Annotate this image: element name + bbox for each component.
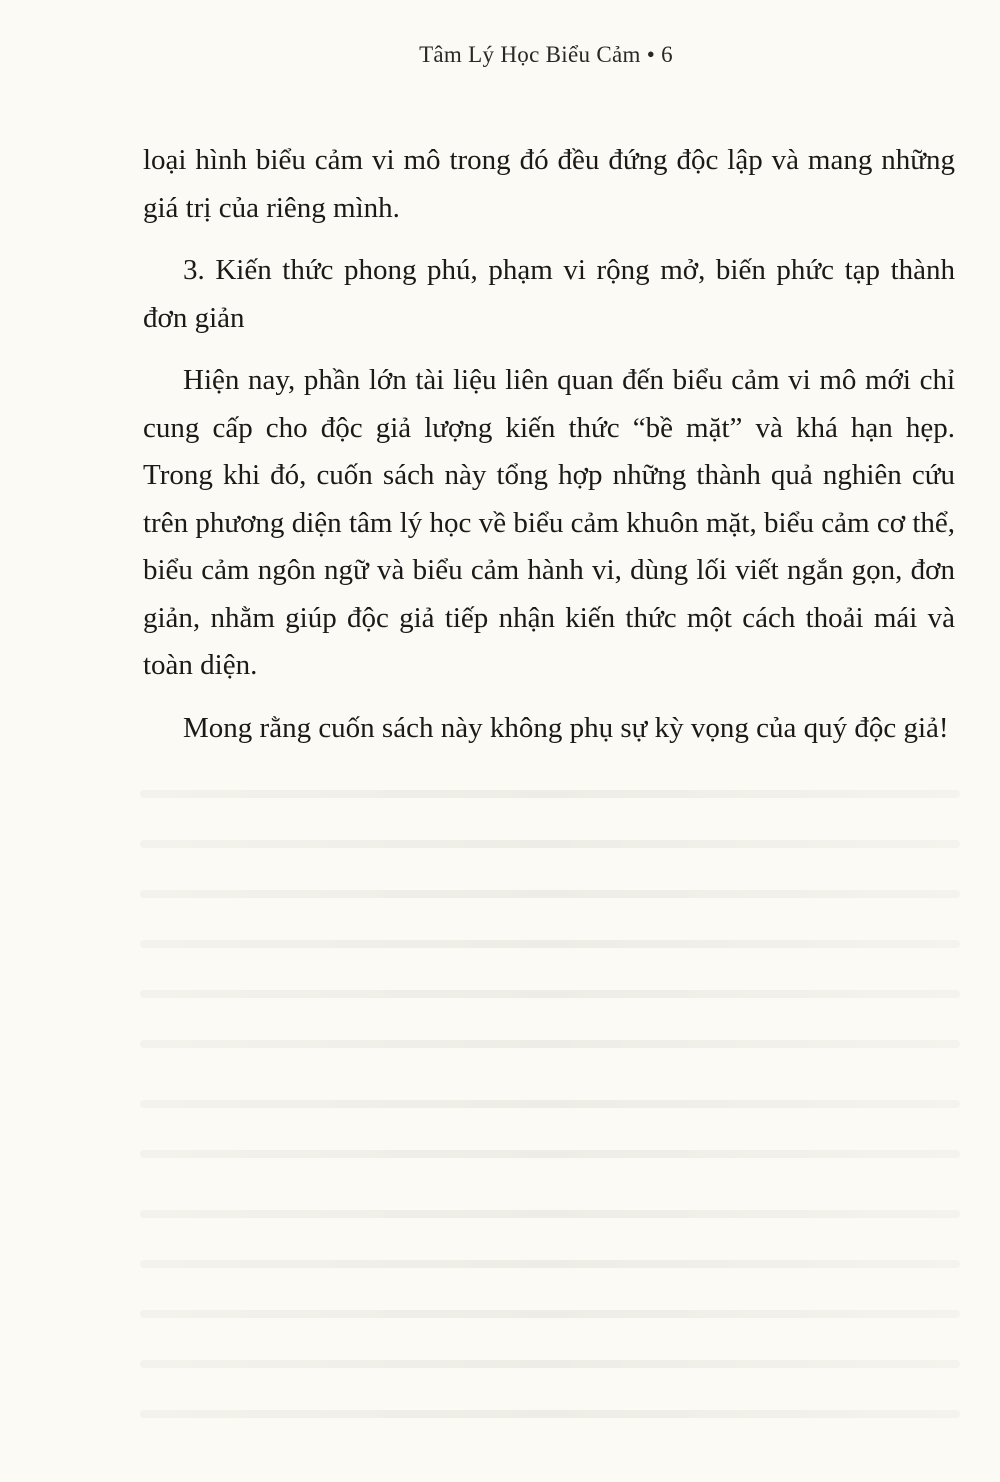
show-through-line (140, 840, 960, 848)
section-heading: 3. Kiến thức phong phú, phạm vi rộng mở, biến phức tạp thành đơn giản (143, 254, 955, 334)
closing-paragraph: Mong rằng cuốn sách này không phụ sự kỳ vọng của quý độc giả! (183, 711, 949, 744)
show-through-line (140, 1260, 960, 1268)
show-through-line (140, 1040, 960, 1048)
show-through-line (140, 1210, 960, 1218)
show-through-line (140, 890, 960, 898)
running-header: Tâm Lý Học Biểu Cảm • 6 (419, 42, 673, 67)
page-body (143, 137, 955, 752)
show-through-line (140, 940, 960, 948)
show-through-line (140, 1150, 960, 1158)
show-through-line (140, 1360, 960, 1368)
show-through-line (140, 790, 960, 798)
paragraph-continuation: loại hình biểu cảm vi mô trong đó đều đứng độc lập và mang những giá trị của riêng mình. (143, 144, 955, 224)
show-through-line (140, 990, 960, 998)
paragraph: Hiện nay, phần lớn tài liệu liên quan đến biểu cảm vi mô mới chỉ cung cấp cho độc giả lượng kiến thức “bề mặt” và khá hạn hẹp. Trong khi đó, cuốn sách này tổng hợp những thành quả nghiên cứu trên phương diện tâm lý học về biểu cảm khuôn mặt, biểu cảm cơ thể, biểu cảm ngôn ngữ và biểu cảm hành vi, dùng lối viết ngắn gọn, đơn giản, nhằm giúp độc giả tiếp nhận kiến thức một cách thoải mái và toàn diện. (143, 364, 955, 681)
show-through-line (140, 1310, 960, 1318)
show-through-line (140, 1100, 960, 1108)
show-through-line (140, 1410, 960, 1418)
